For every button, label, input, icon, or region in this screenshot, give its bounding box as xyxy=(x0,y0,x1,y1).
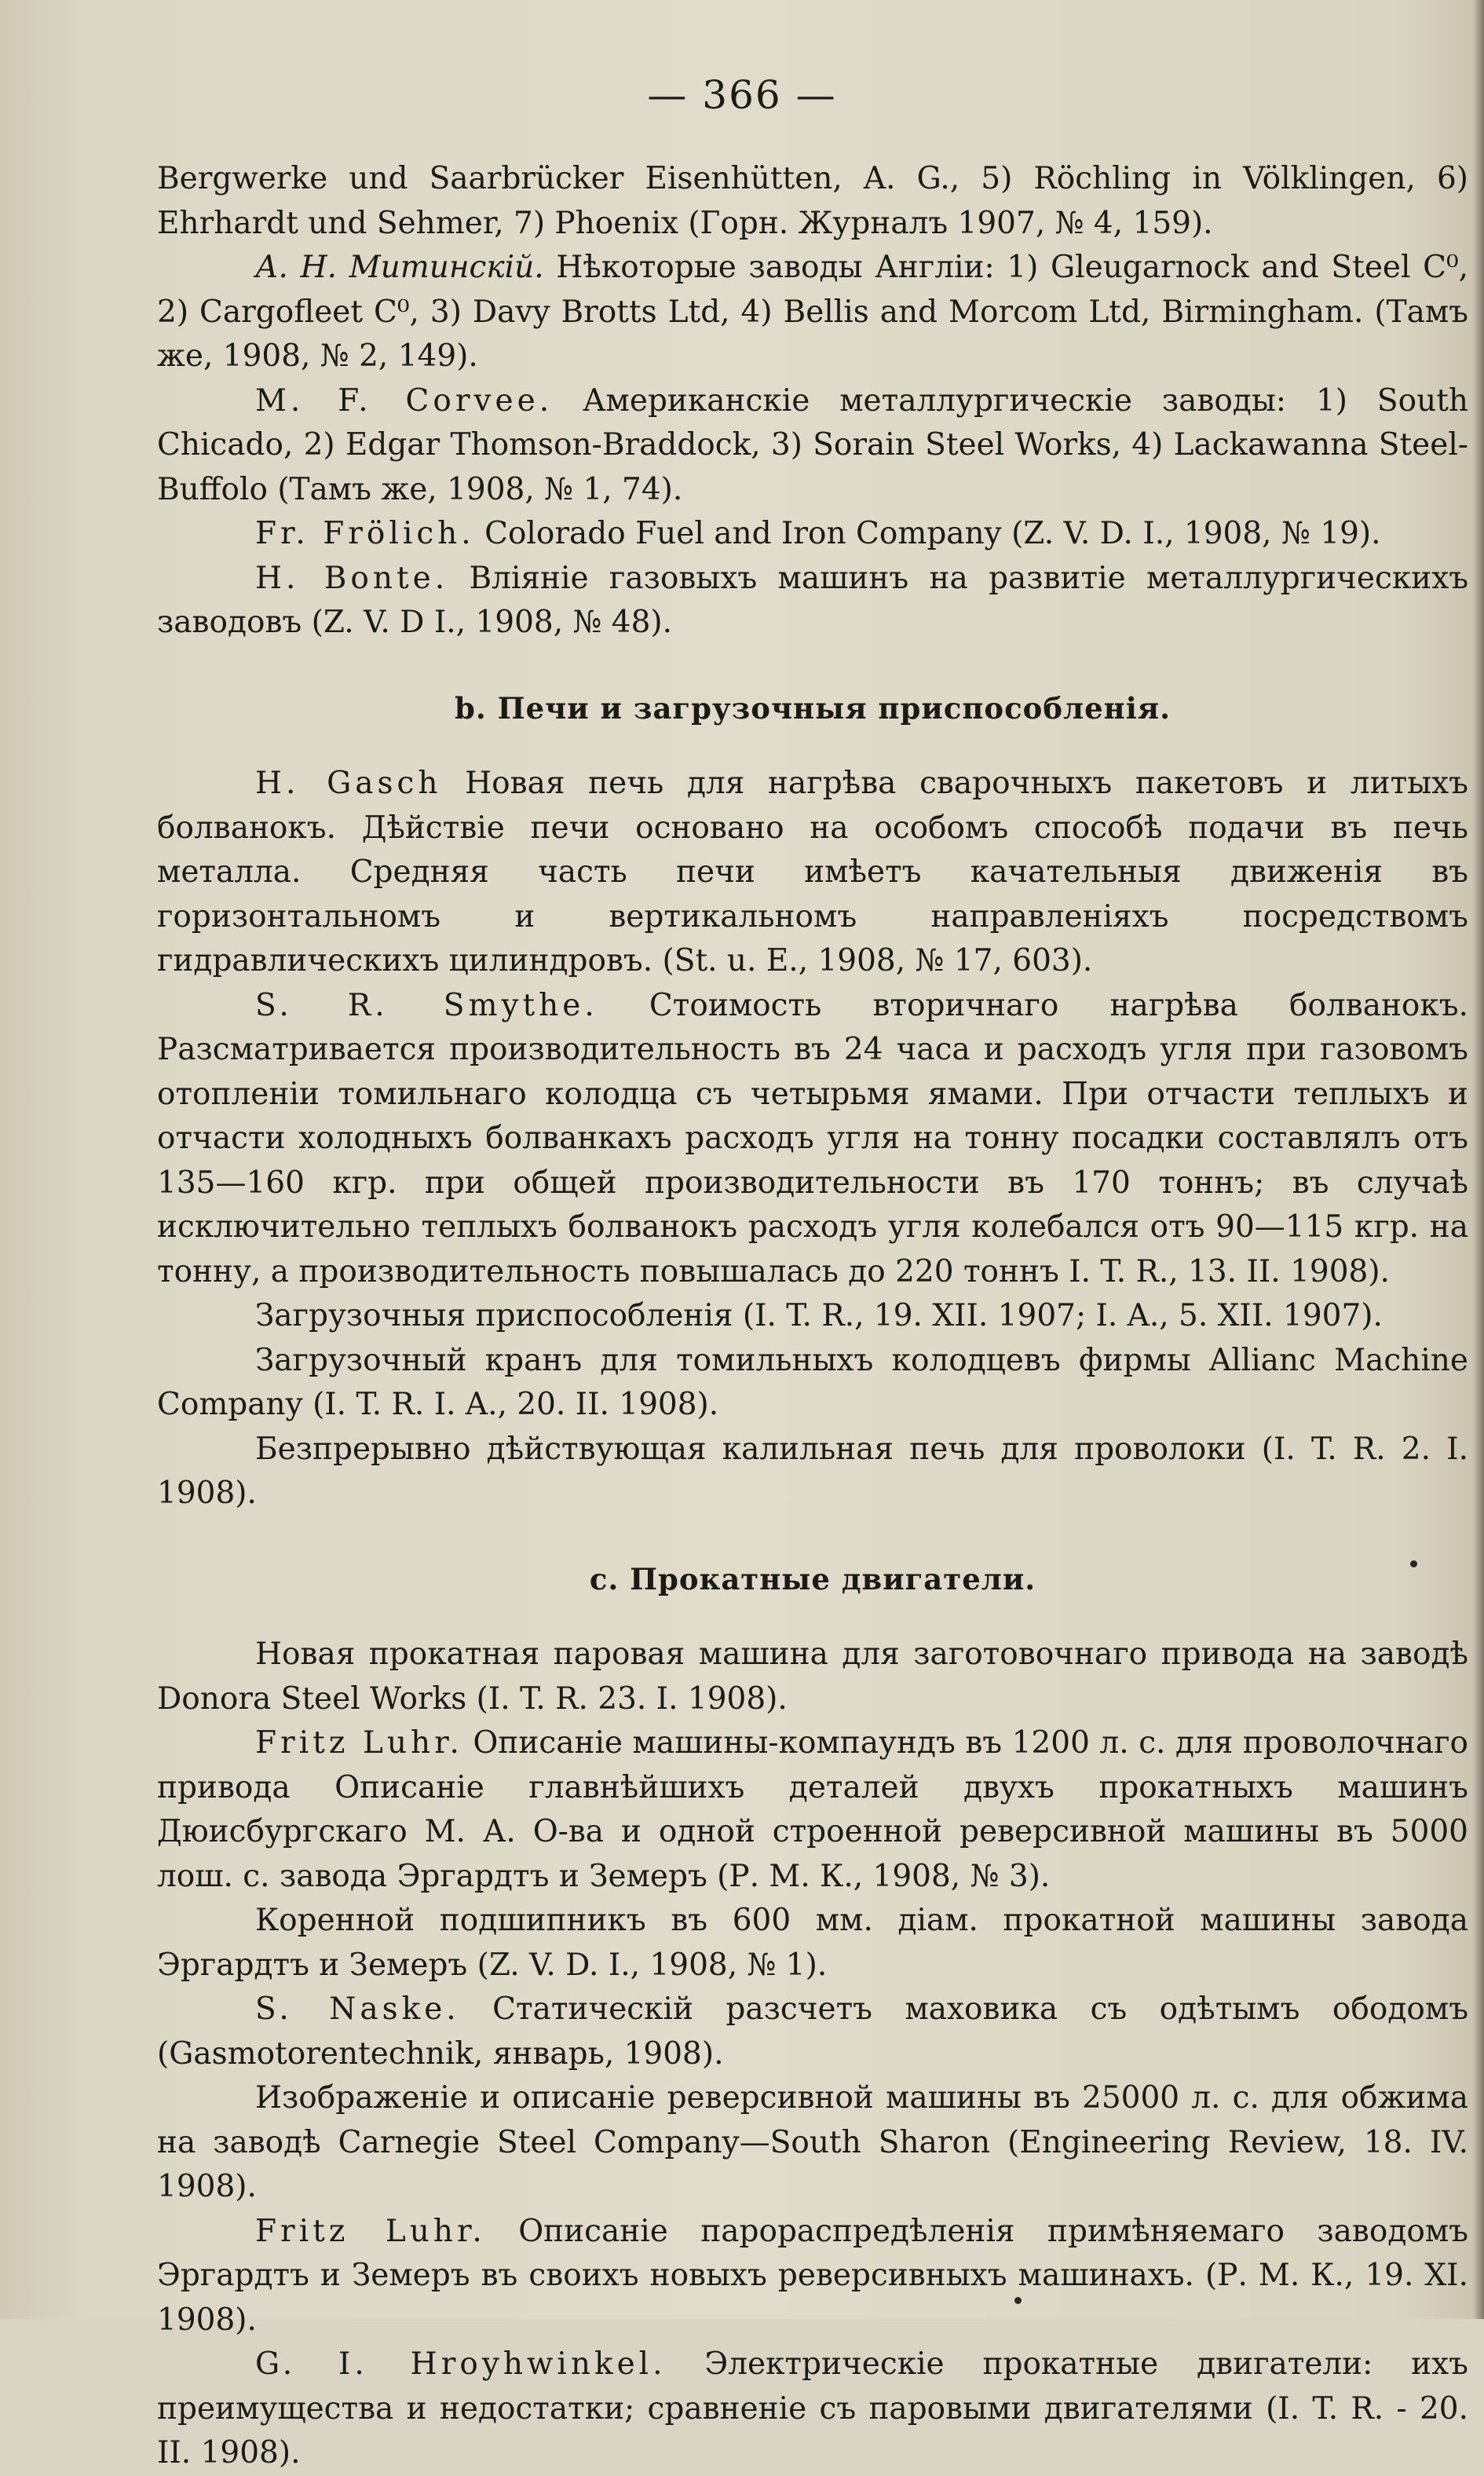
entry-text: Статическій разсчетъ маховика съ одѣтымъ ободомъ (Gasmotorentechnik, январь, 1908). xyxy=(157,1991,1469,2072)
entry-a-1 xyxy=(157,246,1468,379)
entry-text: Безпрерывно дѣйствующая калильная печь для проволоки (I. T. R. 2. I. 1908). xyxy=(157,1431,1468,1511)
entry-a-2 xyxy=(157,379,1468,513)
entry-c-2 xyxy=(157,1899,1468,1988)
entry-b-0 xyxy=(157,762,1468,984)
entry-text: Американскіе металлургическіе заводы: 1) South Chicado, 2) Edgar Thomson-Braddock, 3) Sorain Steel Works, 4) Lackawanna Steel-Buffolo (Тамъ же, 1908, № 1, 74). xyxy=(157,382,1468,507)
entry-text: Коренной подшипникъ въ 600 мм. діам. прокатной машины завода Эргардтъ и Земеръ (Z. V. D. I., 1908, № 1). xyxy=(157,1903,1468,1983)
entry-text: Стоимость вторичнаго нагрѣва болванокъ. Разсматривается производительность въ 24 часа и расходъ угля при газовомъ отопленіи томильнаго колодца съ четырьмя ямами. При отчасти теплыхъ и отчасти холодныхъ болванкахъ расходъ угля на тонну посадки составлялъ отъ 135—160 кгр. при общей производительности въ 170 тоннъ; въ случаѣ исключительно теплыхъ болванокъ расходъ угля колебался отъ 90—115 кгр. на тонну, а производительность повышалась до 220 тоннъ I. T. R., 13. II. 1908). xyxy=(157,987,1468,1289)
page-edge-shadow xyxy=(1473,0,1484,2319)
ink-speck xyxy=(1410,1560,1417,1567)
entry-text: Новая печь для нагрѣва сварочныхъ пакетовъ и литыхъ болванокъ. Дѣйствіе печи основано на особомъ способѣ подачи въ печь металла. Средняя часть печи имѣетъ качательныя движенія въ горизонтальномъ и вертикальномъ направленіяхъ посредствомъ гидравлическихъ цилиндровъ. (St. u. E., 1908, № 17, 603). xyxy=(157,766,1468,978)
author-name: S. Naske. xyxy=(255,1991,460,2027)
entry-c-1 xyxy=(157,1721,1468,1899)
author-name: Fritz Luhr. xyxy=(255,1725,463,1761)
entry-text: Вліяніе газовыхъ машинъ на развитіе металлургическихъ заводовъ (Z. V. D I., 1908, № 48). xyxy=(157,560,1469,640)
entry-a-0 xyxy=(157,157,1468,246)
entry-a-4 xyxy=(157,557,1468,646)
author-name: Fr. Frölich. xyxy=(255,516,475,551)
entry-text: Нѣкоторые заводы Англіи: 1) Gleugarnock and Steel C⁰, 2) Cargofleet C⁰, 3) Davy Brotts Ltd, 4) Bellis and Morcom Ltd, Birmingham. (Тамъ же, 1908, № 2, 149). xyxy=(157,250,1469,374)
entry-c-0 xyxy=(157,1633,1468,1721)
document-body xyxy=(157,157,1468,2476)
author-name: M. F. Corvee. xyxy=(255,382,554,419)
entry-text: Загрузочныя приспособленія (I. T. R., 19. XII. 1907; I. A., 5. XII. 1907). xyxy=(255,1298,1383,1333)
entry-text: Описаніе парораспредѣленія примѣняемаго заводомъ Эргардтъ и Земеръ въ своихъ новыхъ реверсивныхъ машинахъ. (Р. М. К., 19. XI. 1908). xyxy=(157,2213,1468,2338)
entry-c-3 xyxy=(157,1988,1468,2076)
author-name: А. Н. Митинскій. xyxy=(255,250,544,285)
author-name: S. R. Smythe. xyxy=(255,987,598,1023)
entry-text: Bergwerke und Saarbrücker Eisenhütten, A. G., 5) Röchling in Völklingen, 6) Ehrhardt und Sehmer, 7) Phoenix (Горн. Журналъ 1907, № 4, 159). xyxy=(157,161,1468,241)
entry-b-1 xyxy=(157,984,1468,1295)
entry-c-6 xyxy=(157,2343,1468,2476)
ink-speck xyxy=(1014,2297,1022,2304)
page-number: — 366 — xyxy=(647,72,837,118)
section-heading-b: b. Печи и загрузочныя приспособленія. xyxy=(455,690,1171,726)
entry-b-3 xyxy=(157,1339,1468,1428)
entry-c-5 xyxy=(157,2210,1468,2343)
author-name: G. I. Hroyhwinkel. xyxy=(255,2346,667,2382)
entry-text: Новая прокатная паровая машина для заготовочнаго привода на заводѣ Donora Steel Works (I. T. R. 23. I. 1908). xyxy=(157,1637,1468,1717)
entry-text: Электрическіе прокатные двигатели: ихъ преимущества и недостатки; сравненіе съ паровыми двигателями (I. T. R. - 20. II. 1908). xyxy=(157,2346,1468,2471)
author-name: H. Bonte. xyxy=(255,560,449,596)
author-name: H. Gasch xyxy=(255,766,442,801)
entry-c-4 xyxy=(157,2076,1468,2210)
section-heading-c: c. Прокатные двигатели. xyxy=(589,1561,1036,1596)
entry-text: Изображеніе и описаніе реверсивной машины въ 25000 л. с. для обжима на заводѣ Carnegie Steel Company—South Sharon (Engineering Review, 18. IV. 1908). xyxy=(157,2080,1468,2204)
entry-b-2 xyxy=(157,1294,1468,1339)
author-name: Fritz Luhr. xyxy=(255,2213,486,2249)
entry-text: Загрузочный кранъ для томильныхъ колодцевъ фирмы Allianc Machine Company (I. T. R. I. A., 20. II. 1908). xyxy=(157,1342,1468,1422)
entry-a-3 xyxy=(157,512,1468,557)
entry-b-4 xyxy=(157,1428,1468,1516)
entry-text: Описаніе машины-компаундъ въ 1200 л. с. для проволочнаго привода Описаніе главнѣйшихъ деталей двухъ прокатныхъ машинъ Дюисбургскаго М. А. О-ва и одной строенной реверсивной машины въ 5000 лош. с. завода Эргардтъ и Земеръ (Р. М. К., 1908, № 3). xyxy=(157,1725,1468,1894)
entry-text: Colorado Fuel and Iron Company (Z. V. D. I., 1908, № 19). xyxy=(474,516,1381,551)
